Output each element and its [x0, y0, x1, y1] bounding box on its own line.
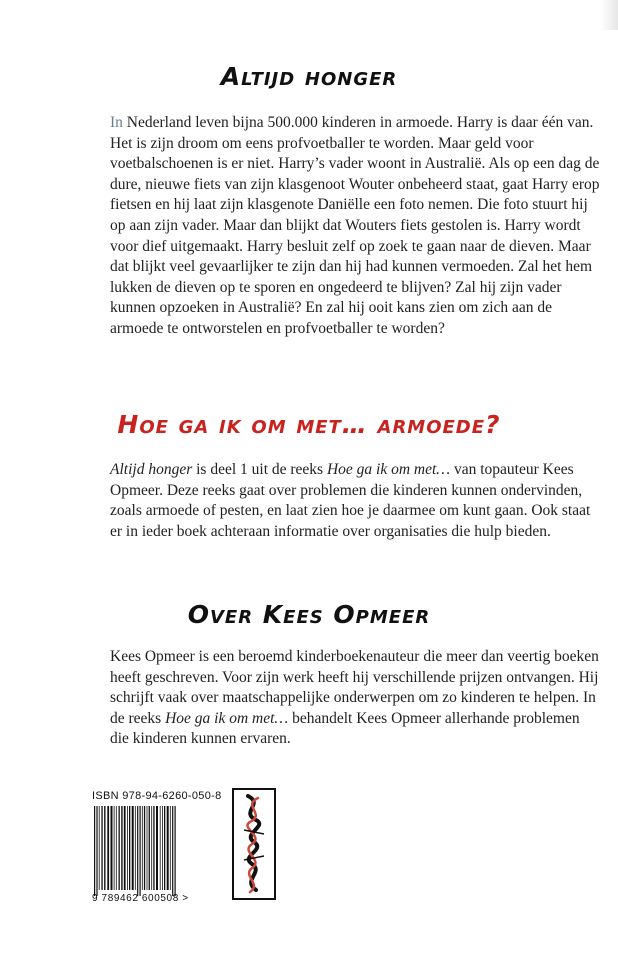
barcode-icon	[92, 806, 210, 900]
author-series-name: Hoe ga ik om met…	[165, 709, 289, 727]
author-heading: Over Kees Opmeer	[187, 600, 431, 629]
synopsis-body: Nederland leven bijna 500.000 kinderen in armoede. Harry is daar één van. Het is zijn droom om eens profvoetballer te worden. Maar geld voor voetbalschoenen is er niet. Harry’s vader woont in Australië. Als op een dag de dure, nieuwe fiets van zijn klasgenoot Wouter onbeheerd staat, gaat Harry erop fietsen en hij laat zijn klasgenote Daniëlle een foto nemen. Die foto stuurt hij op aan zijn vader. Maar dan blijkt dat Wouters fiets gestolen is. Harry wordt voor dief uitgemaakt. Harry besluit zelf op zoek te gaan naar de dieven. Maar dat blijkt veel gevaarlijker te zijn dan hij had kunnen vermoeden. Zal het hem lukken de dieven op te sporen en ongedeerd te blijven? Zal hij zijn vader kunnen opzoeken in Australië? En zal hij ooit kans zien om zich aan de armoede te ontworstelen en profvoetballer te worden?	[110, 114, 600, 337]
publisher-logo-icon	[232, 788, 276, 900]
isbn-label: ISBN 978-94-6260-050-8	[92, 790, 222, 802]
series-paragraph	[110, 460, 600, 542]
book-title-heading: Altijd honger	[220, 62, 398, 91]
series-heading: Hoe ga ik om met… armoede?	[117, 410, 501, 439]
barcode-digits: 9 789462 600508 >	[92, 893, 189, 904]
synopsis-first-word: In	[110, 114, 123, 131]
author-paragraph	[110, 647, 600, 750]
series-book-title: Altijd honger	[110, 461, 193, 478]
author-text-b: behandelt Kees Opmeer allerhande problemen die kinderen kunnen ervaren.	[110, 709, 580, 748]
synopsis-paragraph	[110, 113, 600, 340]
series-name: Hoe ga ik om met…	[326, 461, 451, 478]
page-edge-shadow	[601, 0, 618, 30]
author-text-a: Kees Opmeer is een beroemd kinderboekenauteur die meer dan veertig boeken heeft geschreven. Voor zijn werk heeft hij verschillende prijzen ontvangen. Hij schrijft vaak over maatschappelijke onderwerpen om zo kinderen te helpen. In de reeks	[110, 648, 599, 727]
series-text-b: van topauteur Kees Opmeer. Deze reeks gaat over problemen die kinderen kunnen ondervinden, zoals armoede of pesten, en laat zien hoe je daarmee om kunt gaan. Ook staat er in ieder boek achteraan informatie over organisaties die hulp bieden.	[110, 461, 591, 540]
series-text-a: is deel 1 uit de reeks	[192, 461, 327, 478]
